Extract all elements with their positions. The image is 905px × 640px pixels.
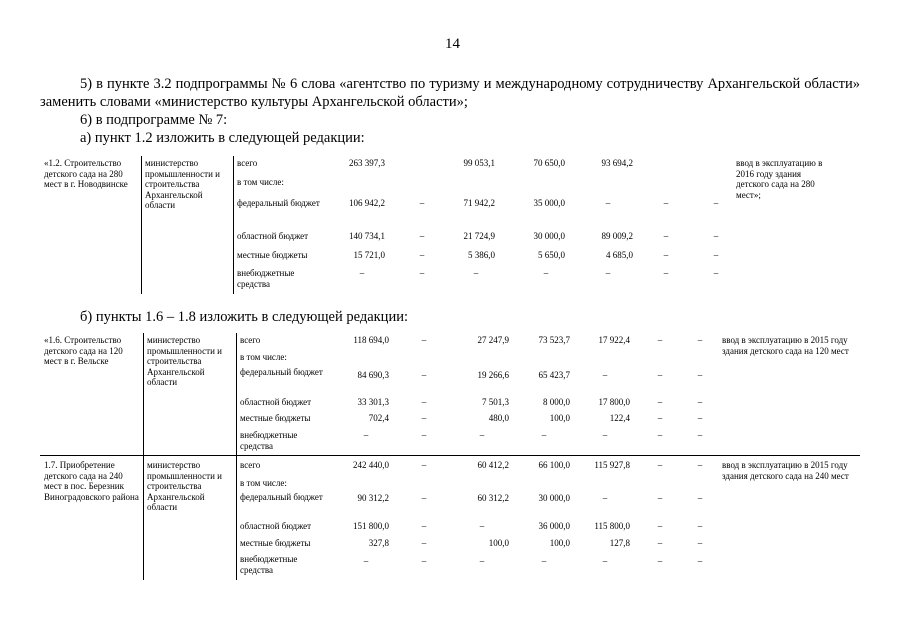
cell-value: 89 009,2 (601, 231, 633, 241)
cell-value: – (657, 397, 663, 407)
cell-value: 15 721,0 (353, 250, 385, 260)
cell-value: 65 423,7 (538, 370, 570, 380)
cell-value: – (421, 460, 427, 470)
cell-value: – (697, 556, 703, 566)
cell-value: 100,0 (549, 538, 570, 548)
cell-value: 30 000,0 (533, 231, 565, 241)
cell-value: 17 922,4 (598, 335, 630, 345)
cell-value: 7 501,3 (482, 397, 509, 407)
cell-value: – (605, 268, 611, 278)
cell-value: – (697, 521, 703, 531)
cell-value: 35 000,0 (533, 198, 565, 208)
cell-value: 70 650,0 (533, 158, 565, 168)
cell-value: 115 927,8 (594, 460, 630, 470)
cell-value: – (697, 538, 703, 548)
cell-value: – (419, 231, 425, 241)
cell-value: 118 694,0 (353, 335, 389, 345)
row-label: всего (240, 460, 261, 470)
cell-value: – (602, 556, 608, 566)
cell-value: – (421, 493, 427, 503)
cell-value: 30 000,0 (538, 493, 570, 503)
cell-value: 5 386,0 (468, 250, 495, 260)
table-divider (143, 333, 144, 455)
cell-value: – (657, 413, 663, 423)
cell-value: 100,0 (549, 413, 570, 423)
cell-value: 263 397,3 (349, 158, 385, 168)
cell-value: 327,8 (368, 538, 389, 548)
paragraph-6b: б) пункты 1.6 – 1.8 изложить в следующей редакции: (80, 309, 408, 325)
cell-value: – (697, 493, 703, 503)
table-divider (141, 156, 142, 294)
cell-value: 242 440,0 (353, 460, 389, 470)
cell-value: – (657, 493, 663, 503)
cell-value: – (657, 370, 663, 380)
cell-value: – (605, 198, 611, 208)
cell-value: – (657, 335, 663, 345)
cell-value: – (697, 413, 703, 423)
row-label: в том числе: (240, 352, 287, 362)
cell-value: 19 266,6 (477, 370, 509, 380)
cell-value: – (697, 370, 703, 380)
cell-value: – (602, 493, 608, 503)
cell-value: 93 694,2 (601, 158, 633, 168)
cell-value: – (657, 430, 663, 440)
cell-value: – (713, 268, 719, 278)
row-label: федеральный бюджет (237, 198, 320, 208)
cell-value: – (543, 268, 549, 278)
cell-value: 17 800,0 (598, 397, 630, 407)
cell-value: – (697, 397, 703, 407)
row-label: в том числе: (240, 478, 287, 488)
cell-value: 480,0 (488, 413, 509, 423)
cell-value: – (479, 521, 485, 531)
cell-value: – (541, 430, 547, 440)
cell-value: – (541, 556, 547, 566)
cell-value: 27 247,9 (477, 335, 509, 345)
item-name: «1.6. Строительство детского сада на 120 мест в г. Вельске (44, 335, 123, 366)
item-name: «1.2. Строительство детского сада на 280 мест в г. Новодвинске (44, 158, 128, 189)
cell-value: 60 312,2 (477, 493, 509, 503)
cell-value: – (479, 556, 485, 566)
expected-result: ввод в эксплуатацию в 2015 году здания детского сада на 240 мест (722, 460, 849, 481)
cell-value: – (421, 397, 427, 407)
cell-value: 60 412,2 (477, 460, 509, 470)
cell-value: 36 000,0 (538, 521, 570, 531)
table-row-separator (40, 455, 860, 456)
cell-value: – (663, 250, 669, 260)
cell-value: – (419, 250, 425, 260)
row-label: внебюджетные средства (240, 554, 298, 575)
cell-value: 115 800,0 (594, 521, 630, 531)
cell-value: – (657, 521, 663, 531)
row-label: внебюджетные средства (237, 268, 295, 289)
paragraph-6: 6) в подпрограмме № 7: (80, 112, 228, 128)
cell-value: – (602, 370, 608, 380)
cell-value: 66 100,0 (538, 460, 570, 470)
cell-value: 33 301,3 (357, 397, 389, 407)
executor-name: министерство промышленности и строительства Архангельской области (147, 335, 222, 387)
cell-value: 127,8 (609, 538, 630, 548)
cell-value: – (663, 231, 669, 241)
table-divider (143, 455, 144, 580)
cell-value: 100,0 (488, 538, 509, 548)
cell-value: – (421, 370, 427, 380)
cell-value: – (421, 335, 427, 345)
cell-value: 151 800,0 (353, 521, 389, 531)
cell-value: – (657, 556, 663, 566)
row-label: местные бюджеты (240, 413, 311, 423)
table-divider (236, 455, 237, 580)
cell-value: 106 942,2 (349, 198, 385, 208)
cell-value: 71 942,2 (463, 198, 495, 208)
row-label: федеральный бюджет (240, 367, 323, 377)
cell-value: – (602, 430, 608, 440)
row-label: областной бюджет (240, 397, 312, 407)
row-label: всего (240, 335, 261, 345)
cell-value: – (419, 198, 425, 208)
cell-value: – (419, 268, 425, 278)
executor-name: министерство промышленности и строительства Архангельской области (145, 158, 220, 210)
row-label: в том числе: (237, 177, 284, 187)
cell-value: – (657, 538, 663, 548)
expected-result: ввод в эксплуатацию в 2016 году здания детского сада на 280 мест»; (736, 158, 823, 200)
cell-value: – (713, 231, 719, 241)
table-divider (233, 156, 234, 294)
row-label: местные бюджеты (240, 538, 311, 548)
row-label: федеральный бюджет (240, 492, 323, 502)
cell-value: 122,4 (609, 413, 630, 423)
executor-name: министерство промышленности и строительства Архангельской области (147, 460, 222, 512)
row-label: внебюджетные средства (240, 430, 298, 451)
paragraph-5: 5) в пункте 3.2 подпрограммы № 6 слова «агентство по туризму и международному сотрудничеству Архангельской области» заменить словами «министерство культуры Архангельской области»; (40, 76, 860, 110)
cell-value: 8 000,0 (543, 397, 570, 407)
cell-value: – (479, 430, 485, 440)
page-number: 14 (445, 36, 460, 52)
expected-result: ввод в эксплуатацию в 2015 году здания детского сада на 120 мест (722, 335, 849, 356)
cell-value: – (473, 268, 479, 278)
cell-value: 5 650,0 (538, 250, 565, 260)
cell-value: – (697, 430, 703, 440)
cell-value: – (363, 430, 369, 440)
cell-value: 702,4 (368, 413, 389, 423)
cell-value: – (421, 556, 427, 566)
cell-value: – (359, 268, 365, 278)
cell-value: – (421, 521, 427, 531)
cell-value: 21 724,9 (463, 231, 495, 241)
row-label: областной бюджет (240, 521, 312, 531)
row-label: местные бюджеты (237, 250, 308, 260)
cell-value: – (657, 460, 663, 470)
table-divider (236, 333, 237, 455)
row-label: областной бюджет (237, 231, 309, 241)
row-label: всего (237, 158, 258, 168)
cell-value: 73 523,7 (538, 335, 570, 345)
cell-value: – (663, 268, 669, 278)
paragraph-6a: а) пункт 1.2 изложить в следующей редакции: (80, 130, 365, 146)
cell-value: – (421, 430, 427, 440)
cell-value: 90 312,2 (357, 493, 389, 503)
cell-value: 84 690,3 (357, 370, 389, 380)
cell-value: 4 685,0 (606, 250, 633, 260)
cell-value: 99 053,1 (463, 158, 495, 168)
cell-value: – (697, 335, 703, 345)
cell-value: – (421, 538, 427, 548)
cell-value: – (713, 198, 719, 208)
item-name: 1.7. Приобретение детского сада на 240 мест в пос. Березник Виноградовского района (44, 460, 139, 502)
cell-value: 140 734,1 (349, 231, 385, 241)
cell-value: – (363, 556, 369, 566)
cell-value: – (663, 198, 669, 208)
cell-value: – (713, 250, 719, 260)
cell-value: – (421, 413, 427, 423)
cell-value: – (697, 460, 703, 470)
